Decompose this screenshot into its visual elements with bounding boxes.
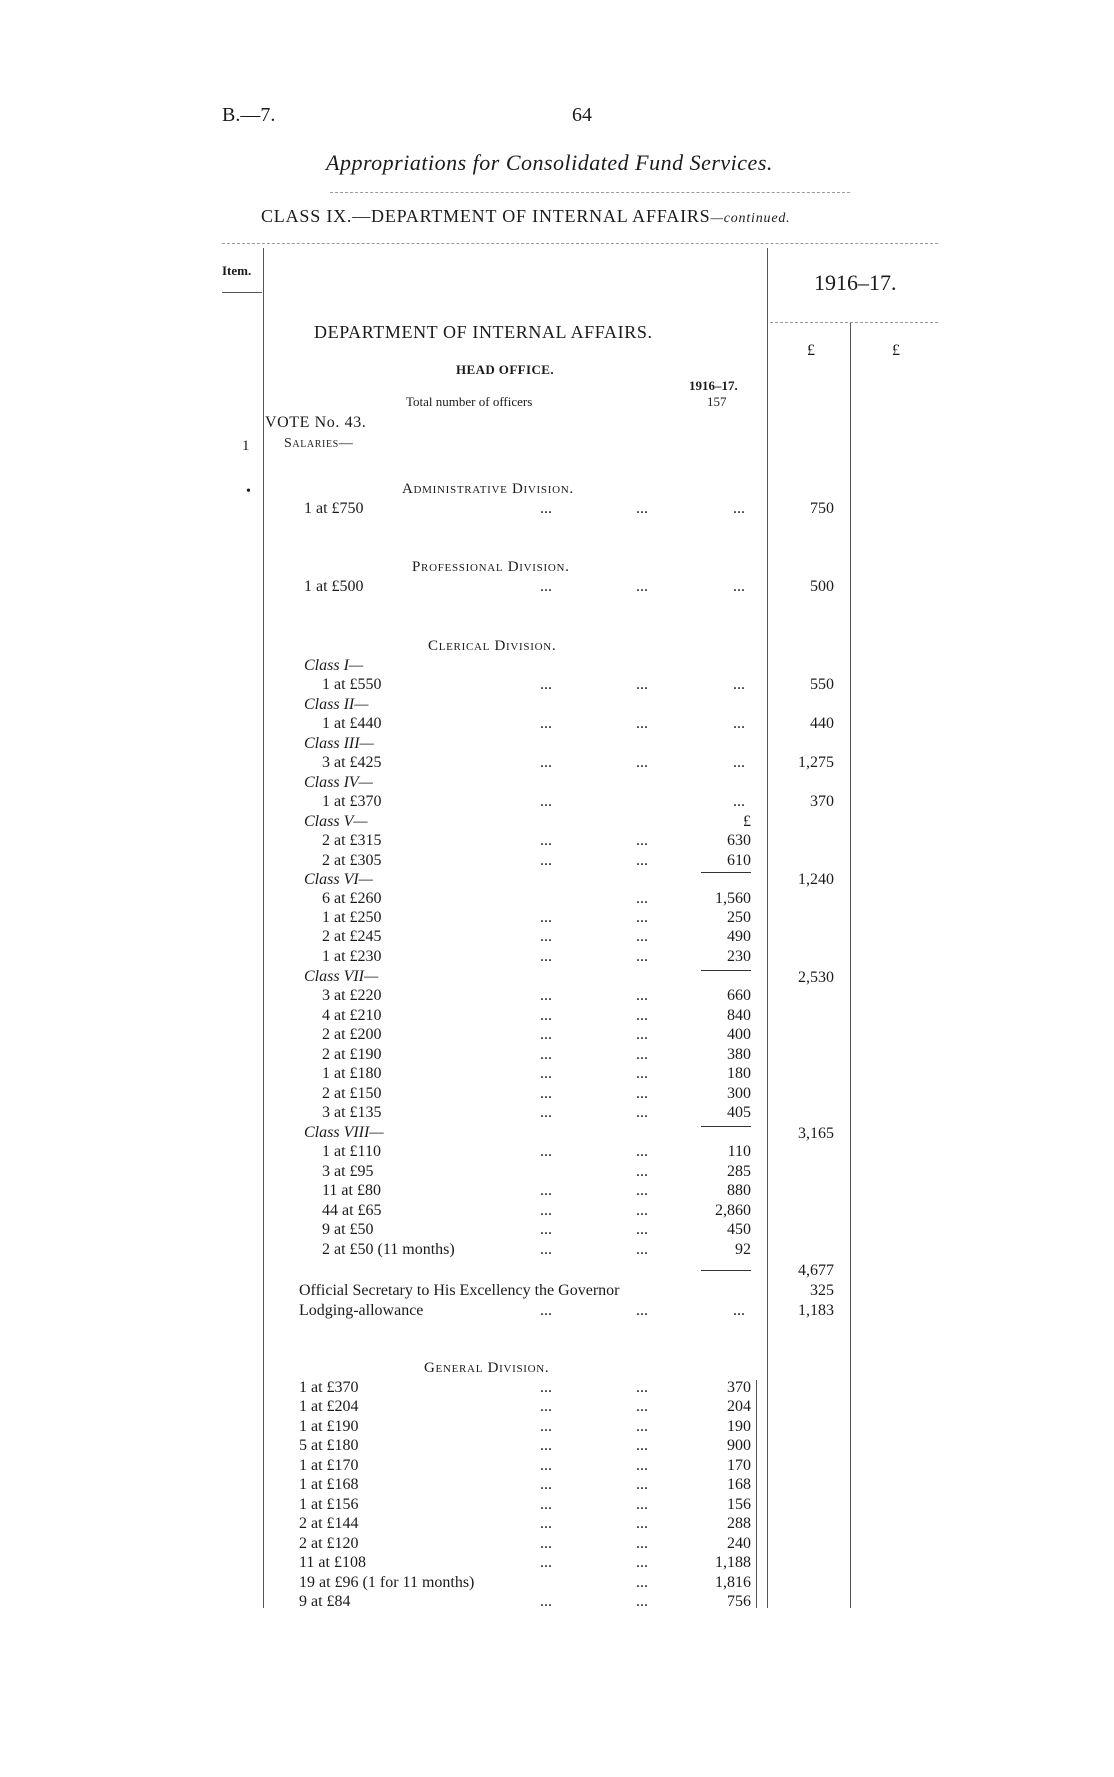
row-label: 2 at £200: [322, 1026, 382, 1043]
salaries-heading: Salaries—: [284, 436, 354, 451]
row-label: 6 at £260: [322, 890, 382, 907]
row-subamount: 900: [727, 1437, 751, 1454]
table-row: [0, 1143, 1114, 1162]
general-division-heading: General Division.: [424, 1360, 550, 1376]
class-name: Class VII—: [304, 968, 379, 985]
leader-dots: ...: [540, 578, 552, 595]
officers-label: Total number of officers: [406, 394, 533, 409]
row-label: 1 at £110: [322, 1143, 381, 1160]
class-heading: [261, 206, 790, 227]
row-subamount: 490: [727, 928, 751, 945]
row-label: 9 at £84: [299, 1593, 351, 1610]
leader-dots: ...: [540, 1554, 552, 1571]
row-subamount: 2,860: [715, 1202, 751, 1219]
row-amount: 440: [810, 715, 834, 732]
row-subamount: 1,816: [715, 1574, 751, 1591]
table-row: [0, 1496, 1114, 1515]
row-label: 5 at £180: [299, 1437, 359, 1454]
table-row: [0, 1574, 1114, 1593]
leader-dots: ...: [540, 987, 552, 1004]
table-row: [0, 1476, 1114, 1495]
leader-dots: ...: [540, 1143, 552, 1160]
leader-dots: ...: [733, 500, 745, 517]
row-label: 1 at £250: [322, 909, 382, 926]
leader-dots: ...: [540, 1046, 552, 1063]
leader-dots: ...: [540, 1026, 552, 1043]
class-name: Class VI—: [304, 871, 373, 888]
table-row: [0, 1379, 1114, 1398]
leader-dots: ...: [636, 1554, 648, 1571]
leader-dots: ...: [636, 754, 648, 771]
leader-dots: ...: [636, 1221, 648, 1238]
row-label: 3 at £425: [322, 754, 382, 771]
row-label: 2 at £120: [299, 1535, 359, 1552]
row-label: 1 at £370: [299, 1379, 359, 1396]
row-amount: 1,275: [798, 754, 834, 771]
table-row: [0, 1182, 1114, 1201]
leader-dots: ...: [540, 1418, 552, 1435]
row-subamount: 610: [727, 852, 751, 869]
row-subamount: 380: [727, 1046, 751, 1063]
leader-dots: ...: [540, 1007, 552, 1024]
class-heading-row: [0, 657, 1114, 676]
item-column-header: Item.: [222, 263, 252, 278]
row-label: 1 at £370: [322, 793, 382, 810]
leader-dots: ...: [636, 1457, 648, 1474]
row-amount: 500: [810, 578, 834, 595]
leader-dots: ...: [733, 1302, 745, 1319]
leader-dots: ...: [540, 1202, 552, 1219]
row-label: 2 at £245: [322, 928, 382, 945]
leader-dots: ...: [636, 1182, 648, 1199]
table-row: [0, 1163, 1114, 1182]
leader-dots: ...: [636, 1496, 648, 1513]
table-row: [0, 1065, 1114, 1084]
row-label: 2 at £144: [299, 1515, 359, 1532]
row-label: 44 at £65: [322, 1202, 382, 1219]
row-subamount: 230: [727, 948, 751, 965]
leader-dots: ...: [540, 1085, 552, 1102]
row-label: 3 at £135: [322, 1104, 382, 1121]
officers-value: 157: [707, 394, 727, 409]
row-subamount: 110: [727, 1143, 751, 1160]
class-name: Class V—: [304, 813, 368, 830]
leader-dots: ...: [540, 852, 552, 869]
leader-dots: ...: [540, 909, 552, 926]
table-row: [0, 852, 1114, 871]
leader-dots: ...: [540, 832, 552, 849]
row-subamount: 170: [727, 1457, 751, 1474]
row-subamount: 1,188: [715, 1554, 751, 1571]
leader-dots: ...: [540, 1182, 552, 1199]
table-row: [0, 1221, 1114, 1240]
row-label: 2 at £305: [322, 852, 382, 869]
leader-dots: ...: [540, 1302, 552, 1319]
leader-dots: ...: [636, 1437, 648, 1454]
class-heading-row: [0, 813, 1114, 832]
row-label: 3 at £95: [322, 1163, 374, 1180]
leader-dots: ...: [636, 909, 648, 926]
leader-dots: ...: [540, 754, 552, 771]
table-row: [0, 1241, 1114, 1260]
row-label: 2 at £50 (11 months): [322, 1241, 455, 1258]
leader-dots: ...: [636, 1085, 648, 1102]
leader-dots: ...: [540, 1437, 552, 1454]
leader-dots: ...: [540, 1104, 552, 1121]
class-heading-text: CLASS IX.—DEPARTMENT OF INTERNAL AFFAIRS: [261, 206, 711, 226]
leader-dots: ...: [636, 1398, 648, 1415]
leader-dots: ...: [540, 1241, 552, 1258]
row-label: 1 at £170: [299, 1457, 359, 1474]
table-row: [0, 987, 1114, 1006]
leader-dots: ...: [636, 890, 648, 907]
table-row: [0, 676, 1114, 695]
bullet-mark: •: [246, 484, 251, 499]
table-row: [0, 1202, 1114, 1221]
row-subamount: 168: [727, 1476, 751, 1493]
leader-dots: ...: [540, 1535, 552, 1552]
leader-dots: ...: [540, 1398, 552, 1415]
row-subamount: 405: [727, 1104, 751, 1121]
leader-dots: ...: [636, 1046, 648, 1063]
subtotal-pound-sign: £: [743, 813, 751, 830]
table-row: [0, 832, 1114, 851]
table-row: [0, 1593, 1114, 1612]
leader-dots: ...: [540, 1221, 552, 1238]
table-row: [0, 1437, 1114, 1456]
item-header-underline: [222, 292, 262, 293]
table-row: [0, 1457, 1114, 1476]
table-top-rule: [222, 243, 938, 244]
class-total-row: [0, 1125, 1114, 1144]
table-row: [0, 1302, 1114, 1321]
row-label: 1 at £500: [304, 578, 364, 595]
row-label: 19 at £96 (1 for 11 months): [299, 1574, 475, 1591]
row-subamount: 240: [727, 1535, 751, 1552]
class-total-row: [0, 969, 1114, 988]
row-label: 11 at £80: [322, 1182, 381, 1199]
row-amount: 550: [810, 676, 834, 693]
leader-dots: ...: [540, 793, 552, 810]
leader-dots: ...: [540, 948, 552, 965]
row-label: 1 at £190: [299, 1418, 359, 1435]
leader-dots: ...: [636, 1163, 648, 1180]
table-row: [0, 1282, 1114, 1301]
leader-dots: ...: [636, 852, 648, 869]
leader-dots: ...: [636, 1515, 648, 1532]
leader-dots: ...: [636, 928, 648, 945]
row-label: 3 at £220: [322, 987, 382, 1004]
leader-dots: ...: [540, 1593, 552, 1610]
leader-dots: ...: [636, 1476, 648, 1493]
row-subamount: 190: [727, 1418, 751, 1435]
row-amount: 325: [810, 1282, 834, 1299]
leader-dots: ...: [636, 1104, 648, 1121]
leader-dots: ...: [636, 1593, 648, 1610]
row-label: 1 at £168: [299, 1476, 359, 1493]
row-label: 2 at £190: [322, 1046, 382, 1063]
title-rule: [330, 192, 850, 193]
leader-dots: ...: [636, 1302, 648, 1319]
row-label: 4 at £210: [322, 1007, 382, 1024]
table-row: [0, 909, 1114, 928]
leader-dots: ...: [636, 715, 648, 732]
row-subamount: 300: [727, 1085, 751, 1102]
row-subamount: 285: [727, 1163, 751, 1180]
row-subamount: 450: [727, 1221, 751, 1238]
leader-dots: ...: [636, 1241, 648, 1258]
year-header-rule: [770, 322, 938, 323]
row-label: 2 at £315: [322, 832, 382, 849]
leader-dots: ...: [540, 1476, 552, 1493]
leader-dots: ...: [636, 1143, 648, 1160]
table-row: [0, 1535, 1114, 1554]
class-total: 3,165: [798, 1125, 834, 1142]
row-label: 1 at £204: [299, 1398, 359, 1415]
page-title: Appropriations for Consolidated Fund Services.: [326, 150, 773, 175]
professional-division-heading: Professional Division.: [412, 559, 570, 575]
leader-dots: ...: [636, 832, 648, 849]
row-subamount: 880: [727, 1182, 751, 1199]
row-amount: 750: [810, 500, 834, 517]
leader-dots: ...: [540, 1496, 552, 1513]
leader-dots: ...: [636, 1379, 648, 1396]
year-column-header: 1916–17.: [814, 270, 897, 295]
row-subamount: 400: [727, 1026, 751, 1043]
class-total: 4,677: [798, 1262, 834, 1279]
leader-dots: ...: [636, 1535, 648, 1552]
clerical-division-heading: Clerical Division.: [428, 638, 557, 654]
row-subamount: 630: [727, 832, 751, 849]
row-subamount: 180: [727, 1065, 751, 1082]
row-subamount: 370: [727, 1379, 751, 1396]
leader-dots: ...: [636, 1026, 648, 1043]
class-heading-row: [0, 696, 1114, 715]
class-total: 1,240: [798, 871, 834, 888]
row-subamount: 156: [727, 1496, 751, 1513]
row-subamount: 250: [727, 909, 751, 926]
row-subamount: 92: [735, 1241, 751, 1258]
row-subamount: 756: [727, 1593, 751, 1610]
leader-dots: ...: [636, 948, 648, 965]
page-number: 64: [572, 104, 592, 126]
table-row: [0, 1418, 1114, 1437]
table-row: [0, 1026, 1114, 1045]
leader-dots: ...: [540, 676, 552, 693]
leader-dots: ...: [733, 676, 745, 693]
row-label: Official Secretary to His Excellency the Governor: [299, 1282, 620, 1299]
pound-sign-column-1: £: [807, 342, 815, 359]
class-heading-row: [0, 735, 1114, 754]
row-label: 1 at £440: [322, 715, 382, 732]
officers-year: 1916–17.: [689, 378, 738, 393]
item-number: 1: [242, 438, 250, 454]
document-reference: B.—7.: [222, 104, 276, 126]
leader-dots: ...: [636, 676, 648, 693]
leader-dots: ...: [540, 500, 552, 517]
table-row: [0, 578, 1114, 597]
table-row: [0, 890, 1114, 909]
row-amount: 370: [810, 793, 834, 810]
class-name: Class VIII—: [304, 1124, 384, 1141]
row-label: 9 at £50: [322, 1221, 374, 1238]
leader-dots: ...: [733, 578, 745, 595]
table-row: [0, 1398, 1114, 1417]
class-heading-suffix: —continued.: [710, 211, 791, 226]
table-row: [0, 1104, 1114, 1123]
row-subamount: 288: [727, 1515, 751, 1532]
table-row: [0, 1007, 1114, 1026]
pound-sign-column-2: £: [892, 342, 900, 359]
leader-dots: ...: [636, 1202, 648, 1219]
leader-dots: ...: [733, 754, 745, 771]
row-amount: 1,183: [798, 1302, 834, 1319]
class-total-row: [0, 871, 1114, 890]
row-subamount: 1,560: [715, 890, 751, 907]
row-label: 1 at £230: [322, 948, 382, 965]
leader-dots: ...: [636, 987, 648, 1004]
row-subamount: 660: [727, 987, 751, 1004]
row-label: 1 at £156: [299, 1496, 359, 1513]
leader-dots: ...: [636, 578, 648, 595]
class-name: Class II—: [304, 696, 369, 713]
leader-dots: ...: [540, 1457, 552, 1474]
row-subamount: 204: [727, 1398, 751, 1415]
row-label: 1 at £750: [304, 500, 364, 517]
class-total: 2,530: [798, 969, 834, 986]
table-row: [0, 948, 1114, 967]
row-label: Lodging-allowance: [299, 1302, 424, 1319]
class-name: Class I—: [304, 657, 364, 674]
leader-dots: ...: [540, 1065, 552, 1082]
leader-dots: ...: [636, 1574, 648, 1591]
leader-dots: ...: [540, 715, 552, 732]
leader-dots: ...: [636, 1007, 648, 1024]
class-heading-row: [0, 774, 1114, 793]
table-row: [0, 793, 1114, 812]
leader-dots: ...: [636, 500, 648, 517]
class-name: Class IV—: [304, 774, 373, 791]
leader-dots: ...: [733, 715, 745, 732]
table-row: [0, 1085, 1114, 1104]
department-heading: DEPARTMENT OF INTERNAL AFFAIRS.: [314, 322, 653, 342]
table-row: [0, 1046, 1114, 1065]
leader-dots: ...: [636, 1065, 648, 1082]
leader-dots: ...: [733, 793, 745, 810]
vote-number: VOTE No. 43.: [265, 414, 367, 431]
row-label: 2 at £150: [322, 1085, 382, 1102]
table-row: [0, 1515, 1114, 1534]
row-label: 11 at £108: [299, 1554, 366, 1571]
row-label: 1 at £550: [322, 676, 382, 693]
table-row: [0, 754, 1114, 773]
leader-dots: ...: [540, 1515, 552, 1532]
leader-dots: ...: [540, 1379, 552, 1396]
table-row: [0, 1554, 1114, 1573]
table-row: [0, 928, 1114, 947]
head-office-heading: HEAD OFFICE.: [456, 362, 554, 377]
leader-dots: ...: [540, 928, 552, 945]
table-row: [0, 715, 1114, 734]
class-name: Class III—: [304, 735, 374, 752]
row-subamount: 840: [727, 1007, 751, 1024]
administrative-division-heading: Administrative Division.: [402, 481, 574, 497]
table-row: [0, 500, 1114, 519]
row-label: 1 at £180: [322, 1065, 382, 1082]
leader-dots: ...: [636, 1418, 648, 1435]
class-total-row: [0, 1262, 1114, 1281]
